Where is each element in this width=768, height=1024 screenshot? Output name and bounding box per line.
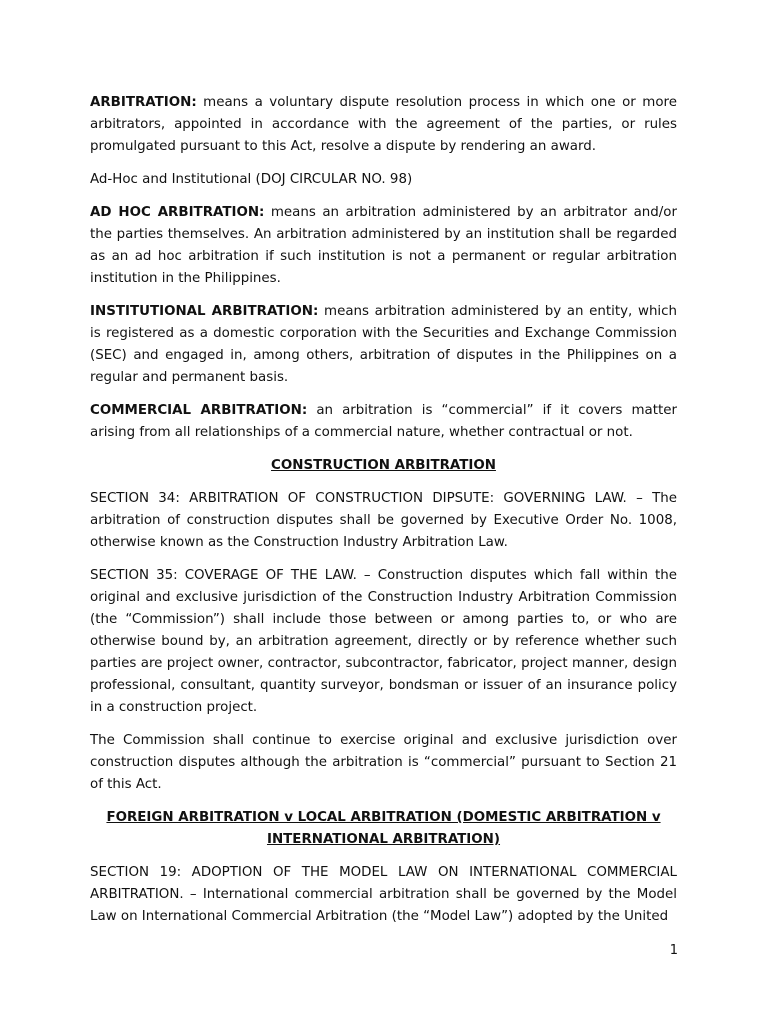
definition-text: means arbitration administered by an entity, which is registered as a domestic corporation with the Securities and Exchange Commission (SEC) and engaged in, among others, arbitration of disputes in the Philippines on a regular and permanent basis. bbox=[90, 304, 678, 385]
definition-term: ARBITRATION: bbox=[90, 95, 197, 110]
paragraph-section-19: SECTION 19: ADOPTION OF THE MODEL LAW ON INTERNATIONAL COMMERCIAL ARBITRATION. – International commercial arbitration shall be governed by the Model Law on International Commercial Arbitration (the “Model Law”) adopted by the United bbox=[90, 865, 677, 924]
section-heading-foreign-local: FOREIGN ARBITRATION v LOCAL ARBITRATION (DOMESTIC ARBITRATION v INTERNATIONAL ARBITRATION) bbox=[106, 810, 661, 847]
page-number: 1 bbox=[669, 943, 678, 958]
document-body bbox=[90, 92, 677, 939]
section-heading-construction: CONSTRUCTION ARBITRATION bbox=[271, 458, 496, 473]
definition-text: means a voluntary dispute resolution process in which one or more arbitrators, appointed in accordance with the agreement of the parties, or rules promulgated pursuant to this Act, resolve a dispute by rendering an award. bbox=[90, 95, 677, 154]
definition-term: AD HOC ARBITRATION: bbox=[90, 205, 265, 220]
definition-ad-hoc-arbitration bbox=[90, 202, 677, 290]
definition-text: an arbitration is “commercial” if it covers matter arising from all relationships of a commercial nature, whether contractual or not. bbox=[90, 403, 677, 440]
definition-arbitration bbox=[90, 92, 677, 158]
definition-term: INSTITUTIONAL ARBITRATION: bbox=[90, 304, 319, 319]
definition-commercial-arbitration bbox=[90, 400, 677, 444]
paragraph-commission-jurisdiction: The Commission shall continue to exercise original and exclusive jurisdiction over construction disputes although the arbitration is “commercial” pursuant to Section 21 of this Act. bbox=[90, 733, 677, 792]
definition-text: means an arbitration administered by an arbitrator and/or the parties themselves. An arbitration administered by an institution shall be regarded as an ad hoc arbitration if such institution is not a permanent or regular arbitration institution in the Philippines. bbox=[90, 205, 677, 286]
paragraph-section-35: SECTION 35: COVERAGE OF THE LAW. – Construction disputes which fall within the original and exclusive jurisdiction of the Construction Industry Arbitration Commission (the “Commission”) shall include those between or among parties to, or who are otherwise bound by, an arbitration agreement, directly or by reference whether such parties are project owner, contractor, subcontractor, fabricator, project manner, design professional, consultant, quantity surveyor, bondsman or issuer of an insurance policy in a construction project. bbox=[90, 568, 677, 715]
paragraph-section-34: SECTION 34: ARBITRATION OF CONSTRUCTION DIPSUTE: GOVERNING LAW. – The arbitration of construction disputes shall be governed by Executive Order No. 1008, otherwise known as the Construction Industry Arbitration Law. bbox=[90, 491, 677, 550]
definition-term: COMMERCIAL ARBITRATION: bbox=[90, 403, 308, 418]
definition-institutional-arbitration bbox=[90, 301, 677, 389]
subheading-adhoc-institutional: Ad-Hoc and Institutional (DOJ CIRCULAR NO. 98) bbox=[90, 172, 413, 187]
